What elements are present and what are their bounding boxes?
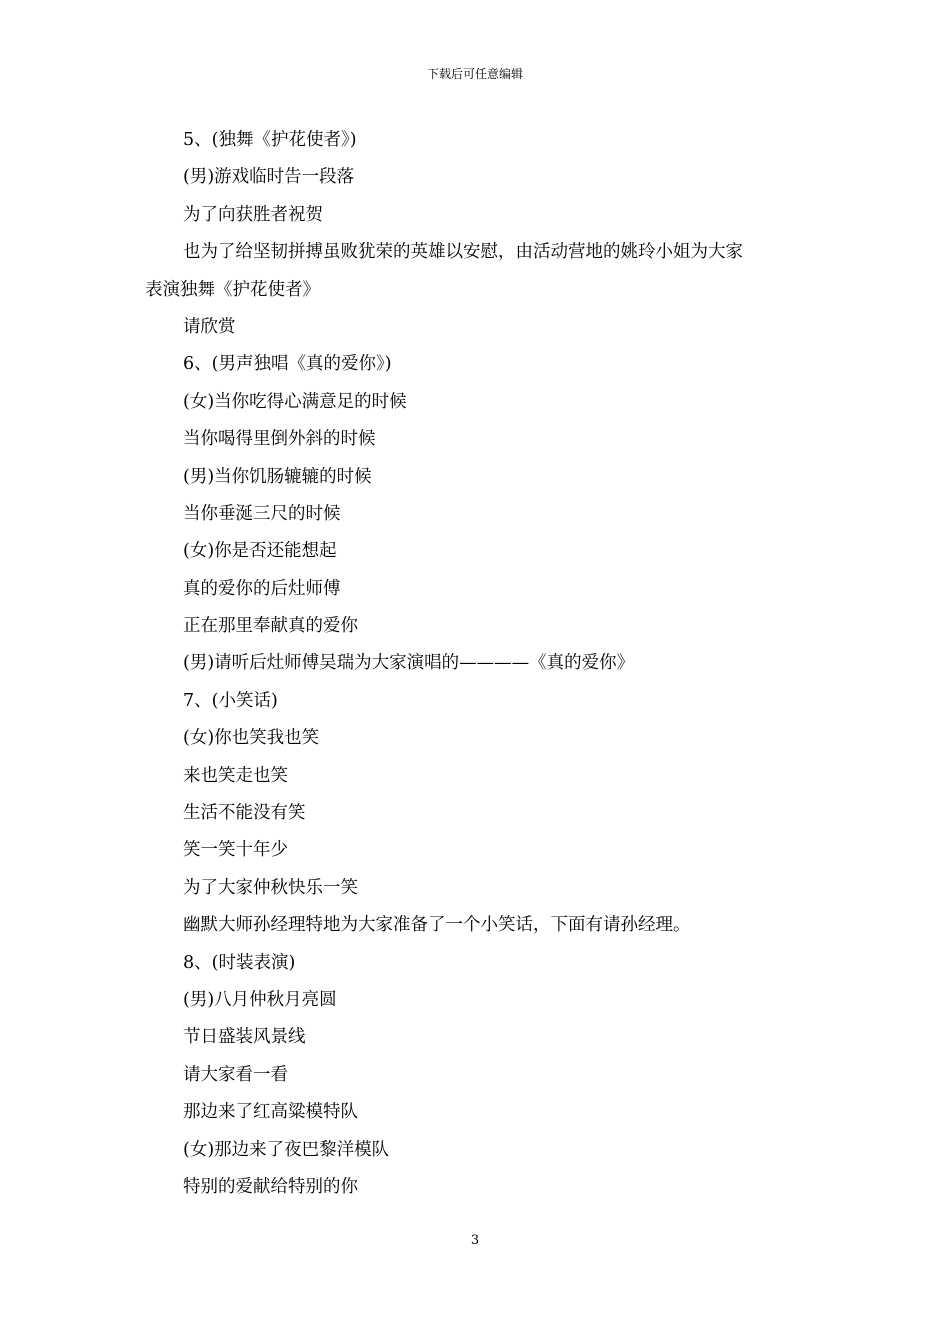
paragraph-line: (男)当你饥肠辘辘的时候 (183, 466, 372, 487)
paragraph-line-continuation: 表演独舞《护花使者》 (145, 279, 320, 300)
page-header: 下载后可任意编辑 (426, 67, 523, 81)
paragraph-line: (女)当你吃得心满意足的时候 (183, 391, 407, 412)
paragraph-line: 当你喝得里倒外斜的时候 (183, 429, 376, 450)
page-number: 3 (470, 1233, 480, 1248)
paragraph-line: 节日盛装风景线 (183, 1027, 306, 1048)
paragraph-line: (男)八月仲秋月亮圆 (183, 989, 337, 1010)
paragraph-line: 也为了给坚韧拼搏虽败犹荣的英雄以安慰，由活动营地的姚玲小姐为大家 (183, 242, 743, 263)
paragraph-line: 幽默大师孙经理特地为大家准备了一个小笑话，下面有请孙经理。 (183, 915, 691, 936)
paragraph-line: 为了大家仲秋快乐一笑 (183, 877, 358, 898)
paragraph-line: 请欣赏 (183, 316, 236, 337)
section-heading: 6、(男声独唱《真的爱你》) (183, 354, 392, 375)
paragraph-line: (男)请听后灶师傅吴瑞为大家演唱的————《真的爱你》 (183, 653, 635, 674)
section-heading: 5、(独舞《护花使者》) (183, 130, 357, 150)
paragraph-line: 正在那里奉献真的爱你 (183, 616, 358, 637)
paragraph-line: 特别的爱献给特别的你 (183, 1176, 358, 1197)
paragraph-line: 当你垂涎三尺的时候 (183, 503, 341, 524)
document-body (145, 122, 815, 1206)
paragraph-line: 笑一笑十年少 (183, 840, 288, 861)
paragraph-line: 真的爱你的后灶师傅 (183, 578, 341, 599)
paragraph-line: 生活不能没有笑 (183, 803, 306, 824)
section-heading: 8、(时装表演) (183, 952, 296, 973)
paragraph-line: (男)游戏临时告一段落 (183, 167, 355, 188)
paragraph-line: 请大家看一看 (183, 1064, 288, 1085)
section-heading: 7、(小笑话) (183, 690, 278, 711)
paragraph-line: 为了向获胜者祝贺 (183, 204, 323, 225)
paragraph-line: 来也笑走也笑 (183, 765, 288, 786)
paragraph-line: 那边来了红高粱模特队 (183, 1102, 358, 1123)
paragraph-line: (女)你是否还能想起 (183, 541, 337, 562)
paragraph-line: (女)你也笑我也笑 (183, 728, 320, 749)
paragraph-line: (女)那边来了夜巴黎洋模队 (183, 1139, 390, 1160)
